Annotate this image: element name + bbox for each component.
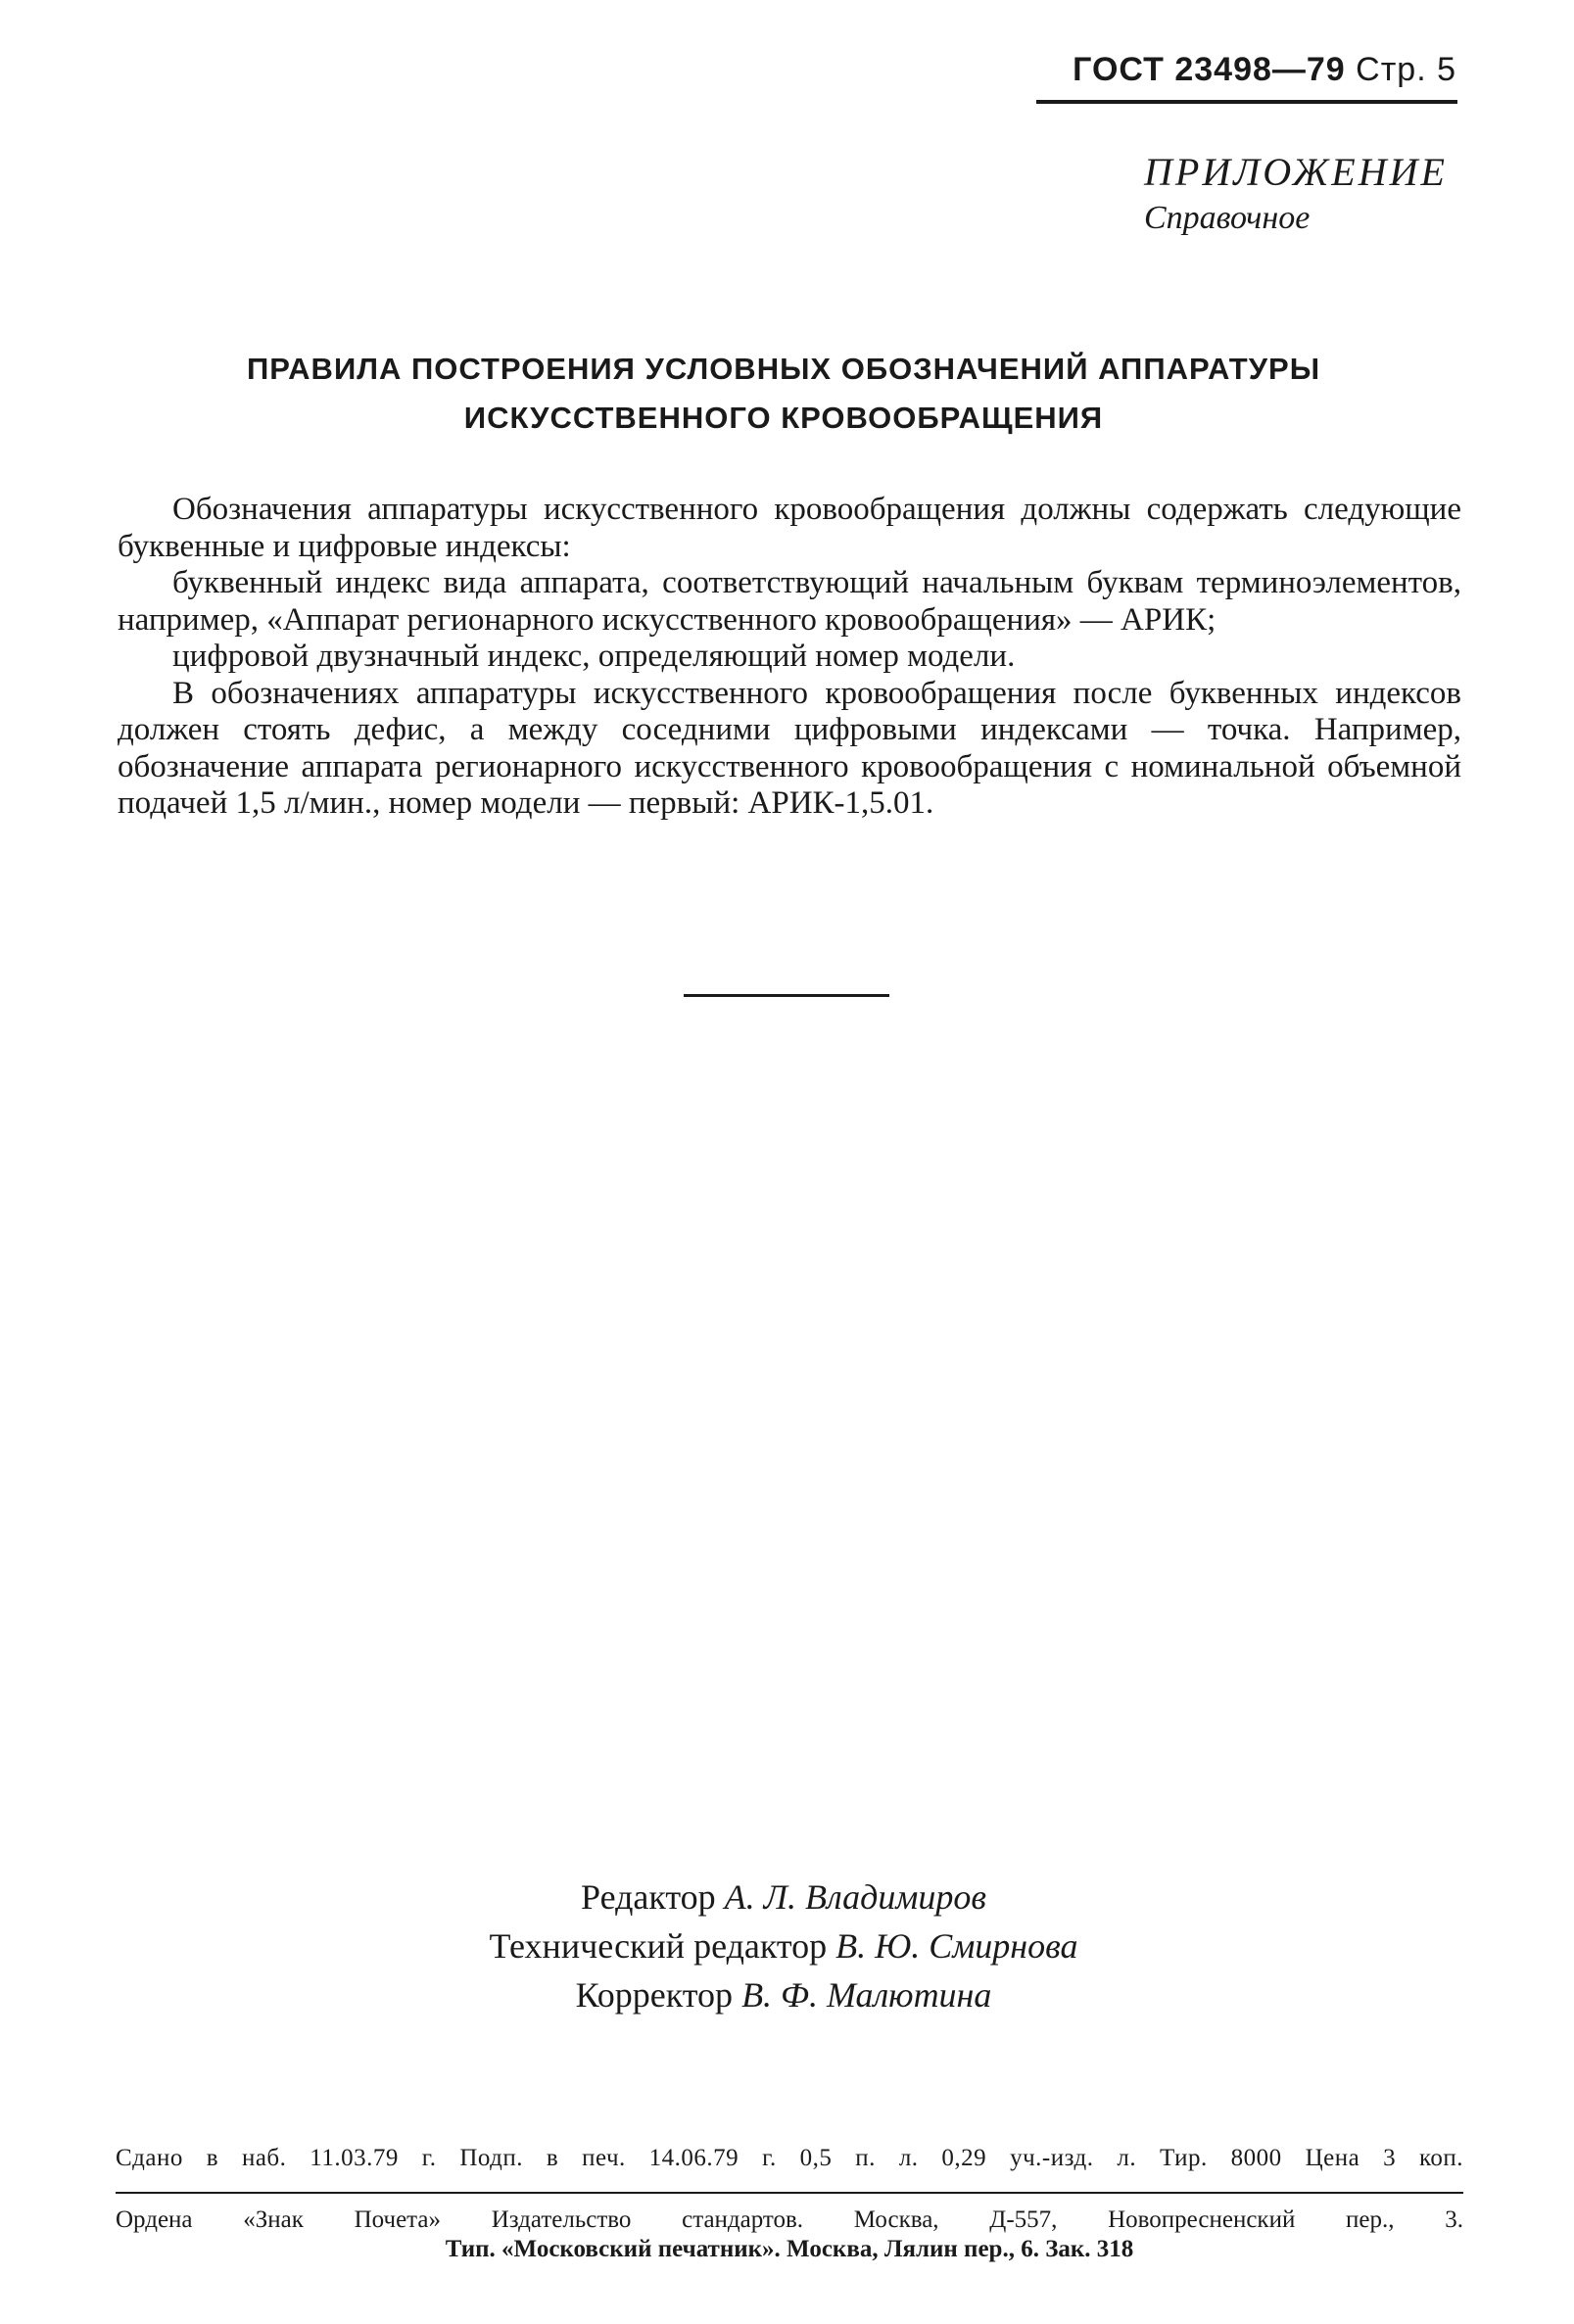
credit-editor: [294, 1873, 1273, 1921]
publisher-line: Ордена «Знак Почета» Издательство стандартов. Москва, Д-557, Новопресненский пер., 3.: [116, 2206, 1463, 2233]
appendix-title: ПРИЛОЖЕНИЕ: [1144, 150, 1448, 194]
title-line-1: ПРАВИЛА ПОСТРОЕНИЯ УСЛОВНЫХ ОБОЗНАЧЕНИЙ АППАРАТУРЫ: [246, 352, 1321, 386]
publisher-block: [116, 2205, 1463, 2264]
tech-editor-role: Технический редактор: [489, 1926, 828, 1966]
credit-corrector: [294, 1970, 1273, 2019]
corrector-name: В. Ф. Малютина: [741, 1975, 992, 2015]
body-text: [118, 492, 1461, 823]
editor-role: Редактор: [581, 1877, 716, 1917]
print-info: Сдано в наб. 11.03.79 г. Подп. в печ. 14.06.79 г. 0,5 п. л. 0,29 уч.-изд. л. Тир. 8000 Цена 3 коп.: [116, 2145, 1463, 2171]
paragraph-2: буквенный индекс вида аппарата, соответствующий начальным буквам терминоэлементов, например, «Аппарат регионарного искусственного кровообращения» — АРИК;: [118, 565, 1461, 638]
imprint-rule: [116, 2192, 1463, 2194]
appendix-subtitle: Справочное: [1144, 200, 1311, 236]
credit-tech-editor: [294, 1921, 1273, 1970]
printer-line: Тип. «Московский печатник». Москва, Лялин пер., 6. Зак. 318: [445, 2236, 1134, 2262]
page-number: Стр. 5: [1356, 51, 1456, 88]
section-divider: [684, 994, 889, 997]
document-title: [147, 345, 1420, 443]
title-line-2: ИСКУССТВЕННОГО КРОВООБРАЩЕНИЯ: [463, 401, 1104, 435]
paragraph-1: Обозначения аппаратуры искусственного кровообращения должны содержать следующие буквенные и цифровые индексы:: [118, 492, 1461, 564]
paragraph-4: В обозначениях аппаратуры искусственного кровообращения после буквенных индексов должен стоять дефис, а между соседними цифровыми индексами — точка. Например, обозначение аппарата регионарного искусственного кровообращения с номинальной объемной подачей 1,5 л/мин., номер модели — первый: АРИК-1,5.01.: [118, 675, 1461, 821]
page-header: [1073, 51, 1456, 89]
header-rule: [1036, 100, 1457, 104]
standard-number: ГОСТ 23498—79: [1073, 51, 1346, 88]
paragraph-3: цифровой двузначный индекс, определяющий номер модели.: [172, 639, 1016, 674]
corrector-role: Корректор: [575, 1975, 734, 2015]
tech-editor-name: В. Ю. Смирнова: [835, 1926, 1078, 1966]
editor-name: А. Л. Владимиров: [724, 1877, 986, 1917]
credits: [294, 1873, 1273, 2019]
